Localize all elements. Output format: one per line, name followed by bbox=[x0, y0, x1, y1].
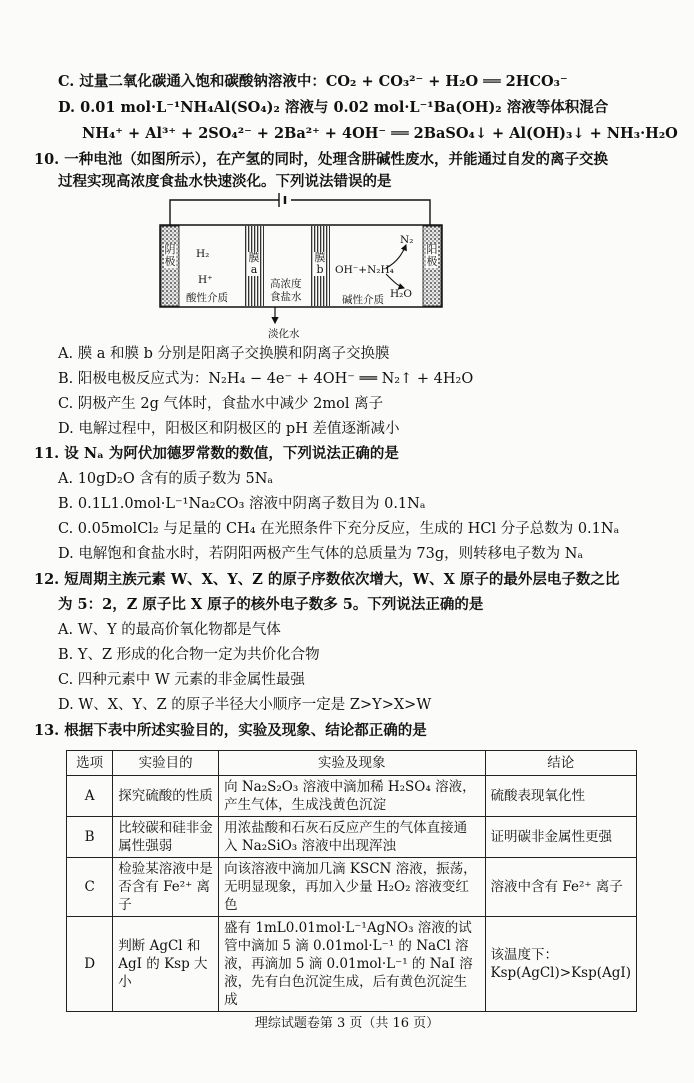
header-purpose: 实验目的 bbox=[113, 751, 219, 776]
row-option: C bbox=[67, 858, 113, 917]
fresh-water-label: 淡化水 bbox=[268, 328, 300, 340]
row-purpose: 判断 AgCl 和 AgI 的 Ksp 大小 bbox=[113, 917, 219, 1012]
q10-stem-line1: 10. 一种电池（如图所示），在产氢的同时，处理含肼碱性废水，并能通过自发的离子交换 bbox=[34, 151, 609, 168]
q12-option-c: C. 四种元素中 W 元素的非金属性最强 bbox=[58, 672, 305, 688]
header-conclusion: 结论 bbox=[485, 751, 636, 776]
q11-option-c: C. 0.05molCl₂ 与足量的 CH₄ 在光照条件下充分反应，生成的 HCl 分子总数为 0.1Nₐ bbox=[58, 521, 620, 537]
row-option: B bbox=[67, 817, 113, 858]
brine-label-2: 食盐水 bbox=[270, 291, 302, 303]
hplus-label: H⁺ bbox=[198, 274, 213, 286]
acid-medium-label: 酸性介质 bbox=[186, 292, 228, 304]
brine-label-1: 高浓度 bbox=[270, 278, 302, 290]
q9-option-c: C. 过量二氧化碳通入饱和碳酸钠溶液中：CO₂ + CO₃²⁻ + H₂O ══ 2HCO₃⁻ bbox=[58, 73, 568, 90]
row-phenomenon: 向该溶液中滴加几滴 KSCN 溶液，振荡，无明显现象，再加入少量 H₂O₂ 溶液变红色 bbox=[219, 858, 485, 917]
q10-option-c: C. 阴极产生 2g 气体时，食盐水中减少 2mol 离子 bbox=[58, 396, 384, 412]
table-row bbox=[67, 776, 637, 817]
table-row bbox=[67, 817, 637, 858]
row-phenomenon: 向 Na₂S₂O₃ 溶液中滴加稀 H₂SO₄ 溶液，产生气体，生成浅黄色沉淀 bbox=[219, 776, 485, 817]
row-purpose: 比较碳和硅非金属性强弱 bbox=[113, 817, 219, 858]
page-footer: 理综试题卷第 3 页（共 16 页） bbox=[254, 1016, 440, 1031]
q11-option-a: A. 10gD₂O 含有的质子数为 5Nₐ bbox=[58, 471, 273, 487]
q12-option-d: D. W、X、Y、Z 的原子半径大小顺序一定是 Z>Y>X>W bbox=[58, 697, 432, 713]
q10-option-a: A. 膜 a 和膜 b 分别是阳离子交换膜和阴离子交换膜 bbox=[58, 346, 390, 362]
reactants-label: OH⁻+N₂H₄ bbox=[335, 264, 394, 276]
row-option: A bbox=[67, 776, 113, 817]
q12-stem-line2: 为 5：2，Z 原子比 X 原子的核外电子数多 5。下列说法正确的是 bbox=[58, 596, 484, 613]
membrane-a-label: 膜a bbox=[248, 251, 260, 276]
row-purpose: 探究硫酸的性质 bbox=[113, 776, 219, 817]
row-conclusion: 该温度下：Ksp(AgCl)>Ksp(AgI) bbox=[485, 917, 636, 1012]
anode-label: 阳极 bbox=[426, 243, 438, 268]
row-conclusion: 硫酸表现氧化性 bbox=[485, 776, 636, 817]
header-option: 选项 bbox=[67, 751, 113, 776]
q9-option-d-equation: NH₄⁺ + Al³⁺ + 2SO₄²⁻ + 2Ba²⁺ + 4OH⁻ ══ 2BaSO₄↓ + Al(OH)₃↓ + NH₃·H₂O bbox=[82, 125, 678, 142]
row-phenomenon: 用浓盐酸和石灰石反应产生的气体直接通入 Na₂SiO₃ 溶液中出现浑浊 bbox=[219, 817, 485, 858]
q10-stem-line2: 过程实现高浓度食盐水快速淡化。下列说法错误的是 bbox=[58, 173, 392, 190]
q13-stem: 13. 根据下表中所述实验目的，实验及现象、结论都正确的是 bbox=[34, 722, 427, 739]
membrane-b-label: 膜b bbox=[314, 251, 326, 276]
q12-option-b: B. Y、Z 形成的化合物一定为共价化合物 bbox=[58, 647, 320, 663]
q11-option-d: D. 电解饱和食盐水时，若阴阳两极产生气体的总质量为 73g，则转移电子数为 Nₐ bbox=[58, 546, 584, 562]
q11-option-b: B. 0.1L1.0mol·L⁻¹Na₂CO₃ 溶液中阴离子数目为 0.1Nₐ bbox=[58, 496, 426, 512]
table-header-row bbox=[67, 751, 637, 776]
row-conclusion: 证明碳非金属性更强 bbox=[485, 817, 636, 858]
q12-stem-line1: 12. 短周期主族元素 W、X、Y、Z 的原子序数依次增大，W、X 原子的最外层电子数之比 bbox=[34, 571, 620, 588]
q10-option-b: B. 阳极电极反应式为：N₂H₄ − 4e⁻ + 4OH⁻ ══ N₂↑ + 4H₂O bbox=[58, 371, 474, 387]
q9-option-d: D. 0.01 mol·L⁻¹NH₄Al(SO₄)₂ 溶液与 0.02 mol·L⁻¹Ba(OH)₂ 溶液等体积混合 bbox=[58, 99, 609, 116]
h2-label: H₂ bbox=[196, 248, 210, 260]
q11-stem: 11. 设 Nₐ 为阿伏加德罗常数的数值，下列说法正确的是 bbox=[34, 445, 399, 462]
row-purpose: 检验某溶液中是否含有 Fe²⁺ 离子 bbox=[113, 858, 219, 917]
n2-label: N₂ bbox=[400, 234, 414, 246]
row-conclusion: 溶液中含有 Fe²⁺ 离子 bbox=[485, 858, 636, 917]
row-option: D bbox=[67, 917, 113, 1012]
q12-option-a: A. W、Y 的最高价氧化物都是气体 bbox=[58, 622, 281, 638]
cathode-label: 阴极 bbox=[164, 243, 176, 268]
table-row bbox=[67, 917, 637, 1012]
h2o-label: H₂O bbox=[390, 288, 412, 300]
experiment-table bbox=[66, 750, 637, 1012]
q10-option-d: D. 电解过程中，阳极区和阴极区的 pH 差值逐渐减小 bbox=[58, 421, 400, 437]
table-row bbox=[67, 858, 637, 917]
base-medium-label: 碱性介质 bbox=[342, 294, 384, 306]
electrolysis-cell-diagram bbox=[158, 190, 444, 340]
header-phenomenon: 实验及现象 bbox=[219, 751, 485, 776]
row-phenomenon: 盛有 1mL0.01mol·L⁻¹AgNO₃ 溶液的试管中滴加 5 滴 0.01mol·L⁻¹ 的 NaCl 溶液，再滴加 5 滴 0.01mol·L⁻¹ 的 NaI 溶液，先有白色沉淀生成，后有黄色沉淀生成 bbox=[219, 917, 485, 1012]
